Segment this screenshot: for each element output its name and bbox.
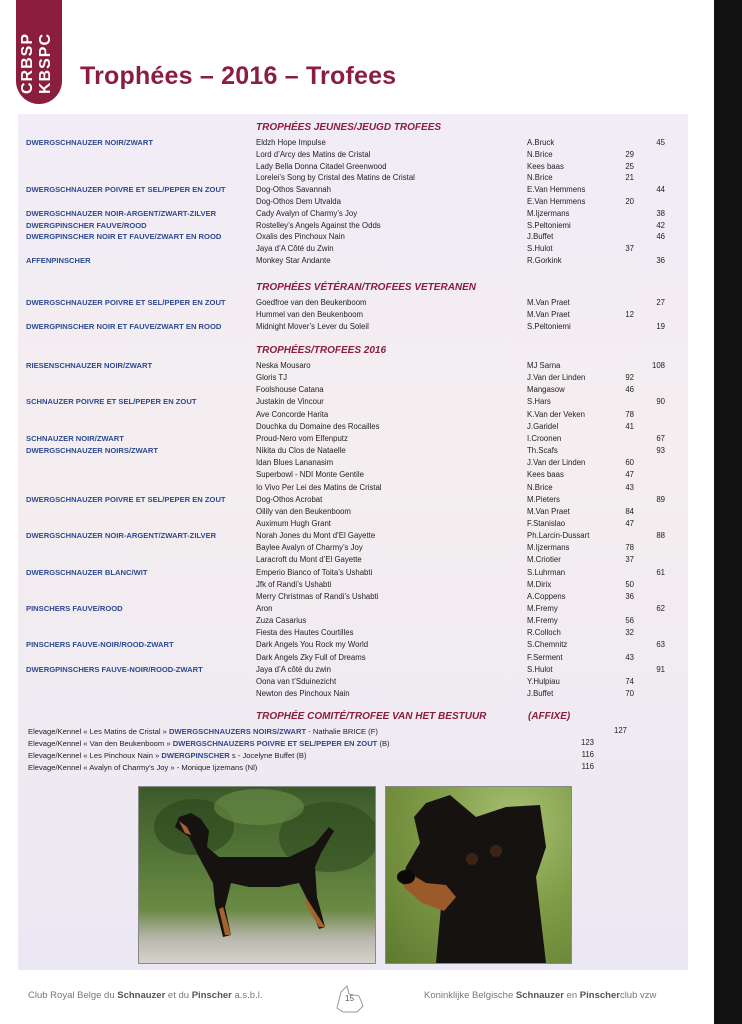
dog-name-cell: Douchka du Domaine des Rocailles xyxy=(256,421,380,431)
dog-name-cell: Nikita du Clos de Nataelle xyxy=(256,446,346,456)
points-cell: 84 xyxy=(625,506,634,516)
table-row xyxy=(0,161,742,173)
table-row xyxy=(0,321,742,333)
owner-cell: A.Bruck xyxy=(527,138,555,147)
owner-cell: K.Van der Veken xyxy=(527,409,585,419)
table-row xyxy=(0,196,742,208)
owner-cell: S.Peltoniemi xyxy=(527,322,571,332)
owner-cell: J.Buffet xyxy=(527,689,554,699)
table-row xyxy=(0,384,742,396)
total-cell: 89 xyxy=(656,494,665,504)
table-row xyxy=(0,627,742,639)
category-cell: PINSCHERS FAUVE-NOIR/ROOD-ZWART xyxy=(26,640,174,650)
dog-name-cell: Midnight Mover’s Lever du Soleil xyxy=(256,322,369,332)
table-row xyxy=(0,603,742,615)
dog-name-cell: Dark Angels You Rock my World xyxy=(256,640,369,650)
points-cell: 29 xyxy=(625,149,634,159)
total-cell: 61 xyxy=(656,567,665,577)
total-cell: 19 xyxy=(656,322,665,332)
owner-cell: Kees baas xyxy=(527,161,564,171)
dog-name-cell: Justakin de Vincour xyxy=(256,397,324,407)
dog-name-cell: Jaya d’A côté du zwin xyxy=(256,664,331,674)
dog-name-cell: Aron xyxy=(256,604,273,613)
points-cell: 78 xyxy=(625,409,634,419)
owner-cell: Th.Scafs xyxy=(527,446,558,456)
category-cell: DWERGSCHNAUZER BLANC/WIT xyxy=(26,567,148,577)
footer-right-a: Koninklijke Belgische xyxy=(424,990,516,1001)
footer-right-c: en xyxy=(563,990,580,1001)
owner-cell: R.Colloch xyxy=(527,628,561,638)
dog-name-cell: Baylee Avalyn of Charmy’s Joy xyxy=(256,543,363,553)
photo-dog-portrait xyxy=(385,786,572,964)
dog-name-cell: Goedfroe van den Beukenboom xyxy=(256,298,367,307)
dog-name-cell: Lorelei’s Song by Cristal des Matins de Cristal xyxy=(256,173,415,183)
affixe-label: (AFFIXE) xyxy=(528,711,571,722)
table-row xyxy=(0,482,742,494)
table-row xyxy=(0,231,742,243)
dog-name-cell: Dog-Othos Dem Utvalda xyxy=(256,197,341,206)
dog-name-cell: Laracroft du Mont d’El Gayette xyxy=(256,555,362,565)
category-cell: DWERGSCHNAUZER POIVRE ET SEL/PEPER EN ZOUT xyxy=(26,298,226,307)
dog-name-cell: Lady Bella Donna Citadel Greenwood xyxy=(256,161,387,171)
owner-cell: M.Van Praet xyxy=(527,298,570,307)
table-row xyxy=(0,652,742,664)
owner-cell: M.Ijzermans xyxy=(527,543,570,553)
dog-name-cell: Neska Mousaro xyxy=(256,361,311,370)
owner-cell: M.Dirix xyxy=(527,579,552,589)
category-cell: SCHNAUZER POIVRE ET SEL/PEPER EN ZOUT xyxy=(26,397,197,407)
kennel-score: 123 xyxy=(580,738,594,747)
table-row xyxy=(0,494,742,506)
kennel-score: 116 xyxy=(581,762,594,771)
points-cell: 50 xyxy=(625,579,634,589)
owner-cell: J.Van der Linden xyxy=(527,458,586,468)
total-cell: 46 xyxy=(656,232,665,242)
owner-cell: A.Coppens xyxy=(527,591,566,601)
owner-cell: R.Gorkink xyxy=(527,256,562,265)
table-row xyxy=(0,639,742,651)
tab-label-crbsp: CRBSP xyxy=(19,32,36,94)
total-cell: 27 xyxy=(656,298,665,307)
page-number: 15 xyxy=(345,994,354,1003)
table-row xyxy=(0,688,742,700)
table-row xyxy=(0,542,742,554)
footer-right-d: Pinscher xyxy=(579,990,620,1001)
points-cell: 56 xyxy=(625,616,634,626)
total-cell: 36 xyxy=(656,256,665,265)
table-row xyxy=(0,360,742,372)
owner-cell: M.Criotier xyxy=(527,555,561,565)
section-heading-jeunes: TROPHÉES JEUNES/JEUGD TROFEES xyxy=(256,122,442,133)
owner-cell: S.Chemnitz xyxy=(527,640,568,650)
kennel-row xyxy=(28,762,257,774)
owner-cell: M.Fremy xyxy=(527,604,558,613)
table-row xyxy=(0,421,742,433)
owner-cell: E.Van Hemmens xyxy=(527,197,586,206)
kennel-owner: s - Jocelyne Buffet (B) xyxy=(231,751,307,760)
dog-name-cell: Foolshouse Catana xyxy=(256,385,324,395)
table-row xyxy=(0,591,742,603)
dog-name-cell: Idan Blues Lananasim xyxy=(256,458,334,468)
kennel-breed: DWERGSCHNAUZERS NOIRS/ZWART xyxy=(169,727,307,736)
footer-left-b: Schnauzer xyxy=(117,990,166,1001)
total-cell: 90 xyxy=(656,397,665,407)
dog-name-cell: Dark Angels Zky Full of Dreams xyxy=(256,652,366,662)
owner-cell: S.Luhrman xyxy=(527,567,566,577)
table-row xyxy=(0,567,742,579)
owner-cell: M.Pieters xyxy=(527,494,560,504)
owner-cell: S.Hulot xyxy=(527,244,553,254)
kennel-breed: DWERGPINSCHER xyxy=(161,751,230,760)
section-heading-comite: TROPHÉE COMITÉ/TROFEE VAN HET BESTUUR xyxy=(256,711,487,722)
owner-cell: M.Ijzermans xyxy=(527,208,570,218)
dog-name-cell: Monkey Star Andante xyxy=(256,256,331,265)
category-cell: DWERGPINSCHERS FAUVE-NOIR/ROOD-ZWART xyxy=(26,664,203,674)
dog-name-cell: Io Vivo Per Lei des Matins de Cristal xyxy=(256,482,382,492)
dog-name-cell: Lord d’Arcy des Matins de Cristal xyxy=(256,149,371,159)
points-cell: 41 xyxy=(625,421,634,431)
dog-name-cell: Merry Christmas of Randi’s Ushabti xyxy=(256,591,379,601)
table-row xyxy=(0,172,742,184)
points-cell: 12 xyxy=(625,310,634,320)
footer-right-b: Schnauzer xyxy=(515,990,564,1001)
section-heading-veterans: TROPHÉES VÉTÉRAN/TROFEES VETERANEN xyxy=(256,282,477,293)
kennel-owner: (B) xyxy=(379,739,390,748)
table-row xyxy=(0,506,742,518)
dog-name-cell: Newton des Pinchoux Nain xyxy=(256,689,350,699)
table-row xyxy=(0,579,742,591)
points-cell: 47 xyxy=(625,470,634,480)
category-cell: DWERGSCHNAUZER NOIRS/ZWART xyxy=(26,446,159,456)
total-cell: 45 xyxy=(656,138,665,147)
dog-name-cell: Hummel van den Beukenboom xyxy=(256,310,364,320)
owner-cell: Mangasow xyxy=(527,385,565,395)
table-row xyxy=(0,409,742,421)
dog-name-cell: Oxalis des Pinchoux Nain xyxy=(256,232,345,242)
table-row xyxy=(0,243,742,255)
dog-name-cell: Dog-Othos Savannah xyxy=(256,185,331,195)
owner-cell: MJ Sarna xyxy=(527,361,561,370)
category-cell: DWERGSCHNAUZER NOIR/ZWART xyxy=(26,138,153,147)
footer-right-e: club vzw xyxy=(619,990,657,1001)
total-cell: 88 xyxy=(656,531,665,541)
footer-right xyxy=(424,990,656,1001)
kennel-row xyxy=(28,738,390,750)
total-cell: 67 xyxy=(656,433,665,443)
table-row xyxy=(0,297,742,309)
category-cell: RIESENSCHNAUZER NOIR/ZWART xyxy=(26,361,153,370)
table-row xyxy=(0,469,742,481)
dog-name-cell: Gloris TJ xyxy=(256,373,288,383)
kennel-name: Elevage/Kennel « Les Matins de Cristal » xyxy=(28,727,167,736)
points-cell: 25 xyxy=(625,161,634,171)
table-row xyxy=(0,554,742,566)
category-cell: DWERGPINSCHER NOIR ET FAUVE/ZWART EN ROOD xyxy=(26,232,222,242)
owner-cell: N.Brice xyxy=(527,149,553,159)
kennel-owner: - Nathalie BRICE (F) xyxy=(308,727,378,736)
points-cell: 60 xyxy=(625,458,634,468)
points-cell: 74 xyxy=(625,676,634,686)
table-row xyxy=(0,530,742,542)
category-cell: DWERGSCHNAUZER NOIR-ARGENT/ZWART-ZILVER xyxy=(26,208,217,218)
footer-left-d: Pinscher xyxy=(191,990,232,1001)
points-cell: 43 xyxy=(625,482,634,492)
owner-cell: F.Stanislao xyxy=(527,518,566,528)
dog-name-cell: Rostelley’s Angels Against the Odds xyxy=(256,220,381,230)
kennel-name: Elevage/Kennel « Les Pinchoux Nain » xyxy=(28,751,160,760)
owner-cell: M.Van Praet xyxy=(527,506,570,516)
table-row xyxy=(0,676,742,688)
category-cell: DWERGSCHNAUZER POIVRE ET SEL/PEPER EN ZOUT xyxy=(26,494,226,504)
dog-name-cell: Zuza Casarius xyxy=(256,616,307,626)
section-heading-2016: TROPHÉES/TROFEES 2016 xyxy=(256,345,387,356)
photo-standing-dog xyxy=(138,786,376,964)
total-cell: 108 xyxy=(651,361,665,370)
dog-name-cell: Ave Concorde Harita xyxy=(256,409,329,419)
dog-name-cell: Oona van t’Sduinezicht xyxy=(256,676,337,686)
footer-left-a: Club Royal Belge du xyxy=(28,990,118,1001)
table-row xyxy=(0,396,742,408)
kennel-name: Elevage/Kennel « Avalyn of Charmy’s Joy » - Monique Ijzemans (Nl) xyxy=(28,763,258,772)
footer-left xyxy=(28,990,262,1001)
dog-name-cell: Dog-Othos Acrobat xyxy=(256,494,323,504)
table-row xyxy=(0,457,742,469)
points-cell: 36 xyxy=(625,591,634,601)
owner-cell: E.Van Hemmens xyxy=(527,185,586,195)
table-row xyxy=(0,149,742,161)
owner-cell: N.Brice xyxy=(527,173,553,183)
total-cell: 42 xyxy=(656,220,665,230)
points-cell: 47 xyxy=(625,518,634,528)
kennel-breed: DWERGSCHNAUZERS POIVRE ET SEL/PEPER EN ZOUT xyxy=(172,739,378,748)
owner-cell: S.Hars xyxy=(527,397,551,407)
owner-cell: Ph.Larcin-Dussart xyxy=(527,531,590,541)
owner-cell: Kees baas xyxy=(527,470,564,480)
total-cell: 91 xyxy=(656,664,665,674)
dog-name-cell: Norah Jones du Mont d’El Gayette xyxy=(256,531,376,541)
page-number-badge xyxy=(333,982,367,1016)
dog-name-cell: Proud-Nero vom Elfenputz xyxy=(256,433,348,443)
category-cell: DWERGSCHNAUZER POIVRE ET SEL/PEPER EN ZOUT xyxy=(26,185,226,195)
points-cell: 21 xyxy=(625,173,634,183)
kennel-score: 116 xyxy=(581,750,594,759)
table-row xyxy=(0,309,742,321)
table-row xyxy=(0,184,742,196)
category-cell: DWERGPINSCHER FAUVE/ROOD xyxy=(26,220,147,230)
owner-cell: Y.Hulpiau xyxy=(527,676,560,686)
table-row xyxy=(0,137,742,149)
table-row xyxy=(0,445,742,457)
category-cell: DWERGSCHNAUZER NOIR-ARGENT/ZWART-ZILVER xyxy=(26,531,217,541)
points-cell: 37 xyxy=(625,555,634,565)
table-row xyxy=(0,615,742,627)
points-cell: 70 xyxy=(625,689,634,699)
tab-label-kbspc: KBSPC xyxy=(37,32,54,94)
total-cell: 44 xyxy=(656,185,665,195)
points-cell: 20 xyxy=(625,197,634,206)
points-cell: 43 xyxy=(625,652,634,662)
kennel-score: 127 xyxy=(613,726,627,735)
category-cell: AFFENPINSCHER xyxy=(26,256,91,265)
points-cell: 32 xyxy=(625,628,634,638)
owner-cell: M.Fremy xyxy=(527,616,558,626)
kennel-row xyxy=(28,726,378,738)
table-row xyxy=(0,255,742,267)
table-row xyxy=(0,518,742,530)
owner-cell: J.Van der Linden xyxy=(527,373,586,383)
dog-name-cell: Oilily van den Beukenboom xyxy=(256,506,351,516)
club-tab xyxy=(16,0,62,104)
points-cell: 46 xyxy=(625,385,634,395)
dog-name-cell: Auximum Hugh Grant xyxy=(256,518,331,528)
dog-name-cell: Eldzh Hope Impulse xyxy=(256,138,326,147)
owner-cell: I.Croonen xyxy=(527,433,562,443)
total-cell: 38 xyxy=(656,208,665,218)
owner-cell: J.Buffet xyxy=(527,232,554,242)
table-row xyxy=(0,220,742,232)
owner-cell: J.Garidel xyxy=(527,421,559,431)
page-title: Trophées – 2016 – Trofees xyxy=(80,62,397,90)
owner-cell: M.Van Praet xyxy=(527,310,570,320)
owner-cell: S.Hulot xyxy=(527,664,553,674)
dog-name-cell: Superbowl - NDI Monte Gentile xyxy=(256,470,364,480)
table-row xyxy=(0,433,742,445)
owner-cell: S.Peltoniemi xyxy=(527,220,571,230)
table-row xyxy=(0,208,742,220)
footer-left-c: et du xyxy=(165,990,192,1001)
points-cell: 37 xyxy=(625,244,634,254)
owner-cell: N.Brice xyxy=(527,482,553,492)
dog-name-cell: Emperio Bianco of Toita’s Ushabti xyxy=(256,567,373,577)
footer-left-e: a.s.b.l. xyxy=(231,990,263,1001)
total-cell: 62 xyxy=(656,604,665,613)
total-cell: 63 xyxy=(656,640,665,650)
table-row xyxy=(0,664,742,676)
category-cell: DWERGPINSCHER NOIR ET FAUVE/ZWART EN ROOD xyxy=(26,322,222,332)
table-row xyxy=(0,372,742,384)
dog-name-cell: Jfk of Randi’s Ushabti xyxy=(256,579,332,589)
total-cell: 93 xyxy=(656,446,665,456)
dog-name-cell: Fiesta des Hautes Courtilles xyxy=(256,628,354,638)
dog-name-cell: Cady Avalyn of Charmy’s Joy xyxy=(256,208,358,218)
kennel-row xyxy=(28,750,306,762)
kennel-name: Elevage/Kennel « Van den Beukenboom » xyxy=(28,739,171,748)
points-cell: 92 xyxy=(625,373,634,383)
owner-cell: F.Serment xyxy=(527,652,563,662)
dog-name-cell: Jaya d’A Côté du Zwin xyxy=(256,244,334,254)
category-cell: PINSCHERS FAUVE/ROOD xyxy=(26,604,123,613)
points-cell: 78 xyxy=(625,543,634,553)
category-cell: SCHNAUZER NOIR/ZWART xyxy=(26,433,124,443)
